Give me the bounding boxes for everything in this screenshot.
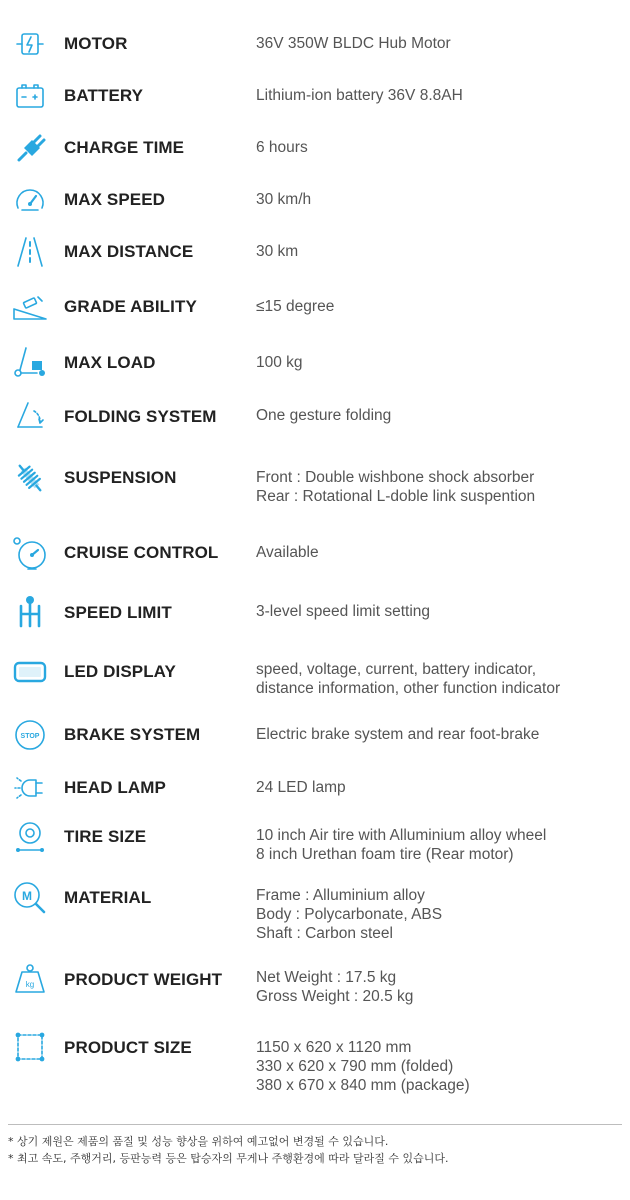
footnote: * 상기 제원은 제품의 품질 및 성능 향상을 위하여 예고없어 변경될 수 있습니다. xyxy=(8,1135,389,1148)
spec-value-line: 1150 x 620 x 1120 mm xyxy=(256,1039,412,1056)
spec-value-line: Body : Polycarbonate, ABS xyxy=(256,906,443,923)
spec-value-line: 24 LED lamp xyxy=(256,779,346,796)
spec-value xyxy=(256,406,391,425)
spec-value-line: 36V 350W BLDC Hub Motor xyxy=(256,35,451,52)
spec-value xyxy=(256,886,442,943)
slope-icon xyxy=(10,287,50,327)
spec-label: MOTOR xyxy=(64,34,128,53)
footnotes xyxy=(8,1133,448,1167)
headlamp-icon xyxy=(10,768,50,808)
spec-label: GRADE ABILITY xyxy=(64,297,197,316)
speedometer-icon xyxy=(10,180,50,220)
gear-shift-icon xyxy=(10,592,50,632)
spec-value-line: Front : Double wishbone shock absorber xyxy=(256,469,535,486)
svg-text:M: M xyxy=(22,889,32,903)
spec-value xyxy=(256,190,311,209)
spec-label: MATERIAL xyxy=(64,888,152,907)
display-icon xyxy=(10,652,50,692)
spec-value xyxy=(256,660,560,698)
spec-value xyxy=(256,242,298,261)
spec-label: TIRE SIZE xyxy=(64,827,147,846)
stop-icon xyxy=(10,715,50,755)
spec-value xyxy=(256,86,463,105)
spec-value xyxy=(256,968,413,1006)
spec-value-line: Lithium-ion battery 36V 8.8AH xyxy=(256,87,463,104)
spec-label: MAX DISTANCE xyxy=(64,242,194,261)
battery-icon xyxy=(10,76,50,116)
spec-value xyxy=(256,34,451,53)
spec-value-line: Shaft : Carbon steel xyxy=(256,925,393,942)
spec-label: BRAKE SYSTEM xyxy=(64,725,201,744)
spec-value xyxy=(256,725,539,744)
spec-label: MAX LOAD xyxy=(64,353,156,372)
spec-value-line: 100 kg xyxy=(256,354,303,371)
spec-value-line: distance information, other function indicator xyxy=(256,680,561,697)
spec-label: SPEED LIMIT xyxy=(64,603,172,622)
material-icon xyxy=(10,878,50,918)
spec-value-line: One gesture folding xyxy=(256,407,392,424)
spec-value-line: 380 x 670 x 840 mm (package) xyxy=(256,1077,470,1094)
spec-label: SUSPENSION xyxy=(64,468,177,487)
folding-icon xyxy=(10,397,50,437)
cruise-gauge-icon xyxy=(10,533,50,573)
scooter-load-icon xyxy=(10,342,50,382)
spec-value-line: Electric brake system and rear foot-brake xyxy=(256,726,540,743)
spec-value xyxy=(256,826,546,864)
spec-value xyxy=(256,468,535,506)
spec-value xyxy=(256,1038,470,1095)
spec-label: FOLDING SYSTEM xyxy=(64,407,217,426)
spec-value xyxy=(256,353,303,372)
spec-label: CRUISE CONTROL xyxy=(64,543,219,562)
spec-value-line: ≤15 degree xyxy=(256,298,335,315)
motor-icon xyxy=(10,24,50,64)
spec-value-line: 30 km xyxy=(256,243,299,260)
dimension-icon xyxy=(10,1027,50,1067)
spec-value xyxy=(256,543,319,562)
spec-value-line: 330 x 620 x 790 mm (folded) xyxy=(256,1058,454,1075)
spec-value-line: Rear : Rotational L-doble link suspention xyxy=(256,488,536,505)
plug-icon xyxy=(10,128,50,168)
road-icon xyxy=(10,232,50,272)
spec-label: LED DISPLAY xyxy=(64,662,176,681)
spec-value-line: 6 hours xyxy=(256,139,308,156)
spec-label: PRODUCT WEIGHT xyxy=(64,970,223,989)
spec-value-line: 10 inch Air tire with Alluminium alloy wheel xyxy=(256,827,547,844)
spec-value-line: Gross Weight : 20.5 kg xyxy=(256,988,414,1005)
tire-icon xyxy=(10,817,50,857)
spec-value xyxy=(256,297,334,316)
spec-value-line: speed, voltage, current, battery indicator, xyxy=(256,661,537,678)
spec-value-line: Available xyxy=(256,544,319,561)
spec-value-line: 3-level speed limit setting xyxy=(256,603,431,620)
spec-value-line: 30 km/h xyxy=(256,191,312,208)
spec-value-line: Frame : Alluminium alloy xyxy=(256,887,425,904)
weight-icon xyxy=(10,960,50,1000)
spec-label: BATTERY xyxy=(64,86,144,105)
footnote: * 최고 속도, 주행거리, 등판능력 등은 탑승자의 무게나 주행환경에 따라 달라질 수 있습니다. xyxy=(8,1152,449,1165)
svg-text:kg: kg xyxy=(25,980,35,989)
divider xyxy=(8,1124,622,1125)
spec-label: PRODUCT SIZE xyxy=(64,1038,192,1057)
spec-label: CHARGE TIME xyxy=(64,138,185,157)
stop-icon-text: STOP xyxy=(20,733,40,740)
spec-value-line: Net Weight : 17.5 kg xyxy=(256,969,397,986)
spring-icon xyxy=(10,458,50,498)
spec-label: HEAD LAMP xyxy=(64,778,166,797)
spec-value xyxy=(256,602,430,621)
spec-value xyxy=(256,138,308,157)
spec-value xyxy=(256,778,346,797)
spec-label: MAX SPEED xyxy=(64,190,166,209)
spec-value-line: 8 inch Urethan foam tire (Rear motor) xyxy=(256,846,514,863)
